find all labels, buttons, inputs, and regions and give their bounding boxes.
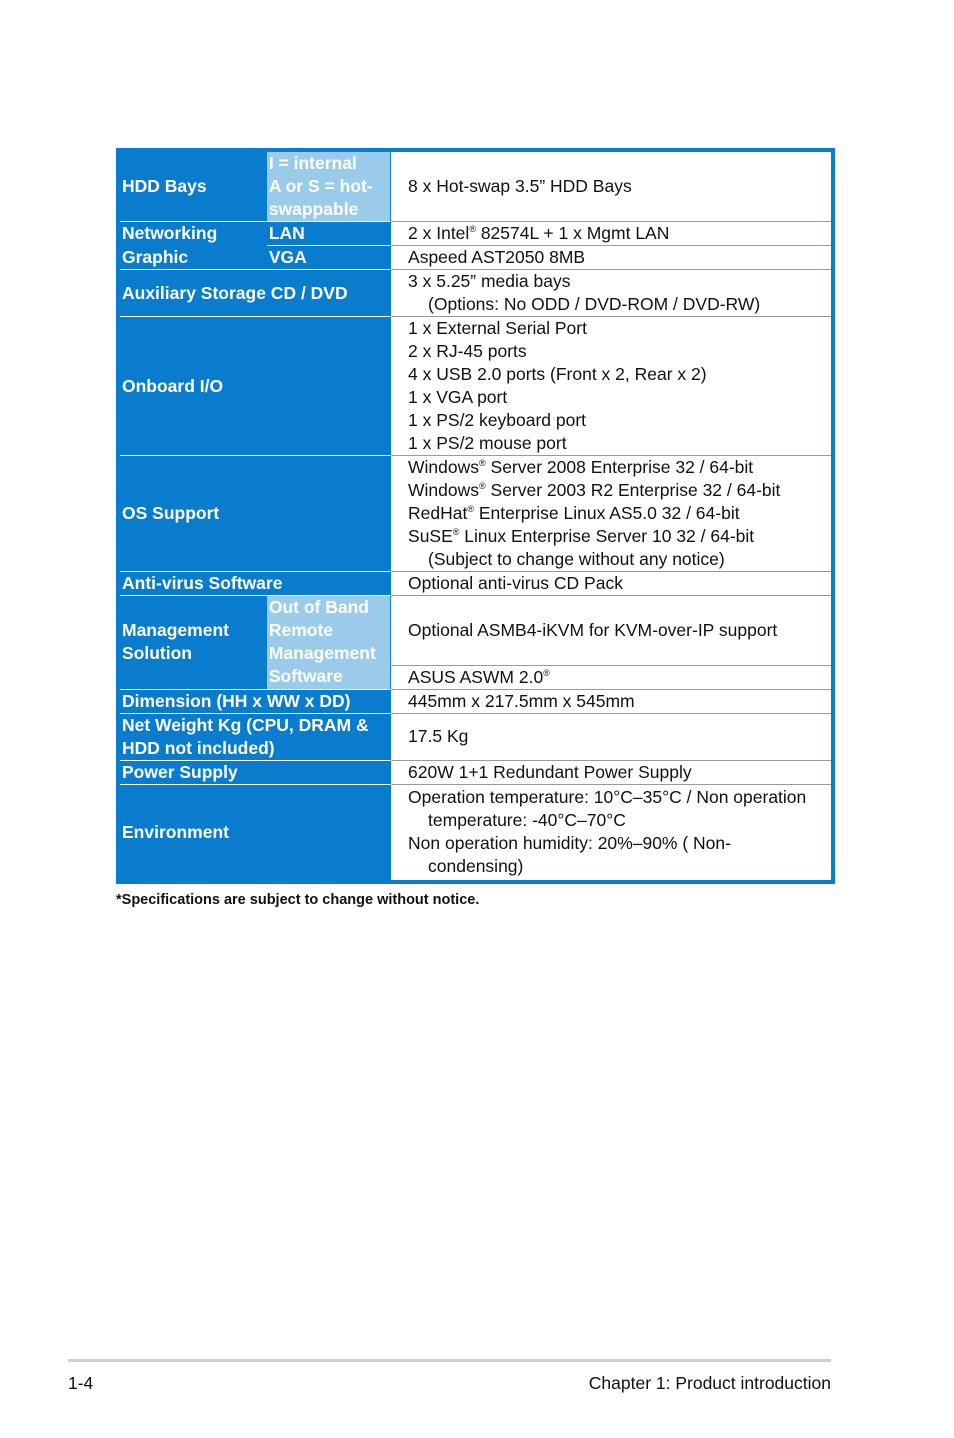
page-number: 1-4 <box>68 1373 94 1393</box>
footer-divider <box>68 1359 831 1362</box>
table-row <box>118 246 833 270</box>
table-row <box>118 456 833 572</box>
table-row <box>118 760 833 784</box>
table-row <box>118 572 833 596</box>
row-sublabel: VGA <box>267 246 391 270</box>
row-value: ASUS ASWM 2.0® <box>391 665 833 689</box>
row-label: HDD Bays <box>118 150 267 222</box>
table-row <box>118 270 833 317</box>
row-value: 2 x Intel® 82574L + 1 x Mgmt LAN <box>391 222 833 246</box>
table-row <box>118 150 833 222</box>
row-sublabel: Out of Band Remote Management <box>267 596 391 666</box>
table-row <box>118 317 833 456</box>
row-label: OS Support <box>118 456 391 572</box>
row-label: Graphic <box>118 246 267 270</box>
table-row <box>118 713 833 760</box>
row-sublabel: I = internal A or S = hot- swappable <box>267 150 391 222</box>
row-label: Networking <box>118 222 267 246</box>
row-value: 3 x 5.25” media bays (Options: No ODD / DVD-ROM / DVD-RW) <box>391 270 833 317</box>
row-sublabel: LAN <box>267 222 391 246</box>
row-label: Net Weight Kg (CPU, DRAM & HDD not included) <box>118 713 391 760</box>
row-value: 620W 1+1 Redundant Power Supply <box>391 760 833 784</box>
row-label: Environment <box>118 784 391 882</box>
row-value: 1 x External Serial Port 2 x RJ-45 ports 4 x USB 2.0 ports (Front x 2, Rear x 2) 1 x VGA port 1 x PS/2 keyboard port 1 x PS/2 mouse port <box>391 317 833 456</box>
spec-footnote: *Specifications are subject to change without notice. <box>116 892 480 908</box>
row-label: Auxiliary Storage CD / DVD <box>118 270 391 317</box>
row-value: Optional ASMB4-iKVM for KVM-over-IP support <box>391 596 833 666</box>
row-label: Onboard I/O <box>118 317 391 456</box>
table-row <box>118 596 833 666</box>
table-row <box>118 222 833 246</box>
row-value: Windows® Server 2008 Enterprise 32 / 64-bit Windows® Server 2003 R2 Enterprise 32 / 64-bit RedHat® Enterprise Linux AS5.0 32 / 64-bit SuSE® Linux Enterprise Server 10 32 / 64-bit (Subject to change without any notice) <box>391 456 833 572</box>
row-value: 17.5 Kg <box>391 713 833 760</box>
row-value: Operation temperature: 10°C–35°C / Non operation temperature: -40°C–70°C Non operation humidity: 20%–90% ( Non- condensing) <box>391 784 833 882</box>
table-row <box>118 784 833 882</box>
row-sublabel: Software <box>267 665 391 689</box>
row-value: Optional anti-virus CD Pack <box>391 572 833 596</box>
row-label: Dimension (HH x WW x DD) <box>118 689 391 713</box>
row-label: Management Solution <box>118 596 267 690</box>
row-label: Power Supply <box>118 760 391 784</box>
row-value: 445mm x 217.5mm x 545mm <box>391 689 833 713</box>
row-value: 8 x Hot-swap 3.5” HDD Bays <box>391 150 833 222</box>
table-row <box>118 689 833 713</box>
chapter-title: Chapter 1: Product introduction <box>588 1373 831 1393</box>
row-value: Aspeed AST2050 8MB <box>391 246 833 270</box>
spec-table <box>116 148 835 884</box>
row-label: Anti-virus Software <box>118 572 391 596</box>
